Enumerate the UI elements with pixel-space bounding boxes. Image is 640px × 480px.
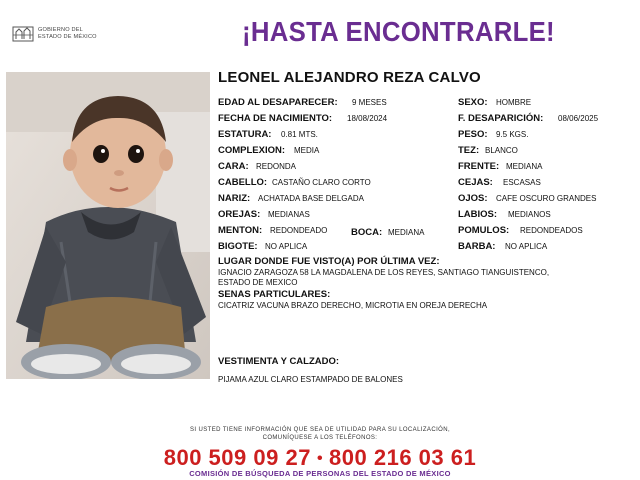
age-label: EDAD AL DESAPARECER: [218,97,338,108]
chin-label: MENTON: [218,225,263,236]
marks-label: SENAS PARTICULARES: [218,289,331,300]
forehead-label: FRENTE: [458,161,500,172]
disappearance-date-value: 08/06/2025 [558,114,599,123]
phone-number-2[interactable]: 800 216 03 61 [329,445,477,470]
phone-separator: • [316,450,324,467]
missing-person-photo [6,72,210,379]
commission-name: COMISIÓN DE BÚSQUEDA DE PERSONAS DEL ESTADO DE MÉXICO [189,469,451,478]
forehead-value: MEDIANA [506,162,543,171]
face-label: CARA: [218,161,249,172]
eyes-value: CAFE OSCURO GRANDES [496,194,597,203]
ears-label: OREJAS: [218,209,261,220]
disappearance-date-label: F. DESAPARICIÓN: [458,113,544,124]
nose-label: NARIZ: [218,193,251,204]
clothing-label: VESTIMENTA Y CALZADO: [218,356,340,367]
cheekbones-label: POMULOS: [458,225,510,236]
eyebrows-label: CEJAS: [458,177,493,188]
clothing-text: PIJAMA AZUL CLARO ESTAMPADO DE BALONES [218,375,403,384]
mouth-value: MEDIANA [388,228,425,237]
age-value: 9 MESES [352,98,387,107]
lips-label: LABIOS: [458,209,498,220]
sex-label: SEXO: [458,97,488,108]
person-name: LEONEL ALEJANDRO REZA CALVO [218,69,481,86]
eyes-label: OJOS: [458,193,488,204]
build-value: MEDIA [294,146,320,155]
face-value: REDONDA [256,162,297,171]
contact-note-line2: COMUNÍQUESE A LOS TELÉFONOS: [262,435,378,441]
last-seen-line1: IGNACIO ZARAGOZA 58 LA MAGDALENA DE LOS REYES, SANTIAGO TIANGUISTENCO, [218,268,550,277]
ears-value: MEDIANAS [268,210,310,219]
mustache-label: BIGOTE: [218,241,258,252]
height-label: ESTATURA: [218,129,272,140]
cheekbones-value: REDONDEADOS [520,226,583,235]
eyebrows-value: ESCASAS [503,178,541,187]
logo-text-line2: ESTADO DE MÉXICO [38,34,97,40]
hair-label: CABELLO: [218,177,268,188]
marks-text: CICATRIZ VACUNA BRAZO DERECHO, MICROTIA EN OREJA DERECHA [218,301,488,310]
birthdate-value: 18/08/2024 [347,114,388,123]
mustache-value: NO APLICA [265,242,308,251]
lips-value: MEDIANOS [508,210,551,219]
state-seal-icon [12,23,34,43]
hair-value: CASTAÑO CLARO CORTO [272,178,371,187]
mouth-label: BOCA: [351,227,383,238]
phone-numbers [0,445,640,471]
contact-note-line1: SI USTED TIENE INFORMACIÓN QUE SEA DE UTILIDAD PARA SU LOCALIZACIÓN, [189,427,451,433]
beard-label: BARBA: [458,241,496,252]
sex-value: HOMBRE [496,98,532,107]
headline: ¡HASTA ENCONTRARLE! [242,16,555,47]
logo-text-line1: GOBIERNO DEL [38,27,83,33]
height-value: 0.81 MTS. [281,130,318,139]
skin-value: BLANCO [485,146,518,155]
weight-label: PESO: [458,129,488,140]
weight-value: 9.5 KGS. [496,130,529,139]
birthdate-label: FECHA DE NACIMIENTO: [218,113,332,124]
skin-label: TEZ: [458,145,480,156]
last-seen-line2: ESTADO DE MEXICO [218,278,298,287]
phone-number-1[interactable]: 800 509 09 27 [163,445,311,470]
beard-value: NO APLICA [505,242,548,251]
government-logo [12,22,112,46]
last-seen-label: LUGAR DONDE FUE VISTO(A) POR ÚLTIMA VEZ: [218,256,440,267]
chin-value: REDONDEADO [270,226,328,235]
nose-value: ACHATADA BASE DELGADA [258,194,364,203]
build-label: COMPLEXION: [218,145,286,156]
